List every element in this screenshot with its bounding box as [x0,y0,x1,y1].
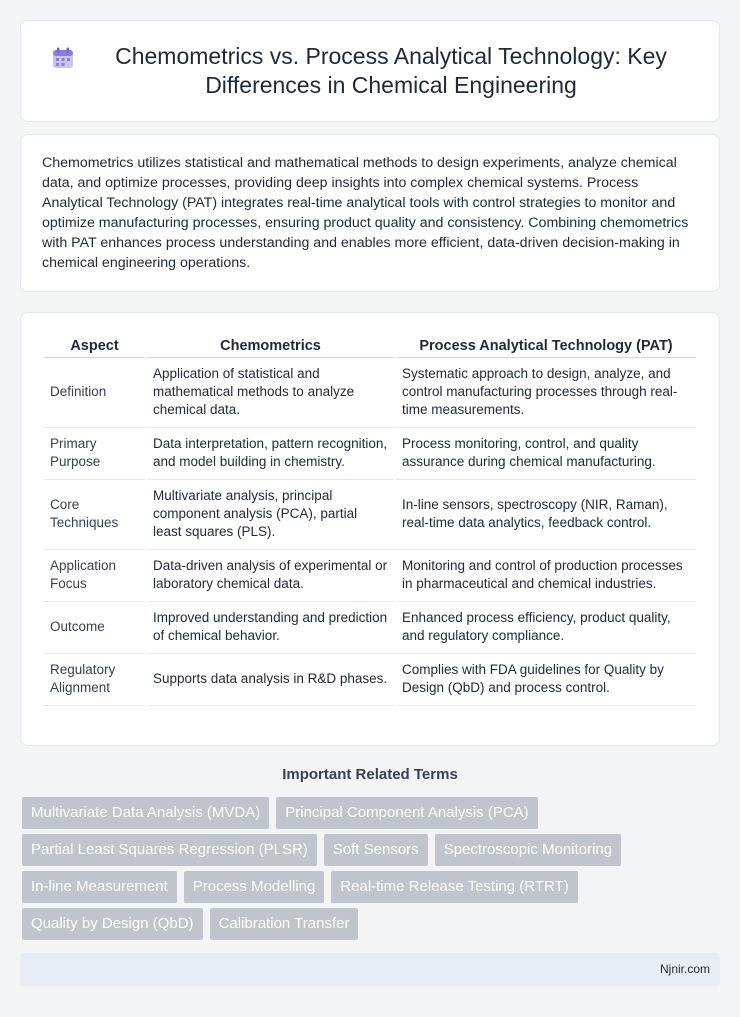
table-cell-chemometrics: Application of statistical and mathematical methods to analyze chemical data. [147,358,394,428]
title-wrap [51,42,689,100]
table-row [44,602,696,654]
table-cell-chemometrics: Improved understanding and prediction of chemical behavior. [147,602,394,654]
column-header-chemometrics: Chemometrics [147,331,394,358]
table-row [44,428,696,480]
tag-row [22,797,722,829]
related-term-tag[interactable]: Partial Least Squares Regression (PLSR) [22,834,317,866]
table-cell-chemometrics: Data interpretation, pattern recognition, and model building in chemistry. [147,428,394,480]
page-title: Chemometrics vs. Process Analytical Technology: Key Differences in Chemical Engineering [115,43,667,98]
table-cell-pat: In-line sensors, spectroscopy (NIR, Raman), real-time data analytics, feedback control. [396,480,696,550]
related-term-tag[interactable]: Soft Sensors [324,834,428,866]
table-cell-pat: Process monitoring, control, and quality assurance during chemical manufacturing. [396,428,696,480]
comparison-table-card [20,312,720,746]
footer [20,953,720,986]
related-term-tag[interactable]: Principal Component Analysis (PCA) [276,797,537,829]
comparison-table [42,331,698,706]
table-cell-aspect: Application Focus [44,550,145,602]
table-cell-pat: Monitoring and control of production processes in pharmaceutical and chemical industries. [396,550,696,602]
title-card [20,20,720,122]
table-row [44,480,696,550]
related-term-tag[interactable]: Quality by Design (QbD) [22,908,203,940]
related-term-tag[interactable]: Real-time Release Testing (RTRT) [331,871,577,903]
related-term-tag[interactable]: Process Modelling [184,871,325,903]
column-header-aspect: Aspect [44,331,145,358]
table-cell-chemometrics: Data-driven analysis of experimental or laboratory chemical data. [147,550,394,602]
intro-paragraph: Chemometrics utilizes statistical and mathematical methods to design experiments, analyze chemical data, and optimize processes, providing deep insights into complex chemical systems. Process Analytical Technology (PAT) integrates real-time analytical tools with control strategies to monitor and optimize manufacturing processes, ensuring product quality and consistency. Combining chemometrics with PAT enhances process understanding and enables more efficient, data-driven decision-making in chemical engineering operations. [42,155,689,271]
calendar-icon [51,46,75,70]
related-term-tag[interactable]: Calibration Transfer [210,908,359,940]
table-row [44,550,696,602]
footer-site-name[interactable]: Njnir.com [659,962,710,976]
intro-card [20,134,720,292]
table-cell-pat: Enhanced process efficiency, product quality, and regulatory compliance. [396,602,696,654]
tag-row [22,908,722,940]
table-cell-pat: Systematic approach to design, analyze, and control manufacturing processes through real-time measurements. [396,358,696,428]
table-cell-aspect: Primary Purpose [44,428,145,480]
related-term-tag[interactable]: In-line Measurement [22,871,177,903]
table-cell-pat: Complies with FDA guidelines for Quality by Design (QbD) and process control. [396,654,696,706]
related-terms-heading: Important Related Terms [282,766,458,783]
tag-row [22,834,722,866]
table-cell-aspect: Definition [44,358,145,428]
related-term-tag[interactable]: Spectroscopic Monitoring [435,834,621,866]
table-cell-chemometrics: Supports data analysis in R&D phases. [147,654,394,706]
table-header-row [44,331,696,358]
related-term-tag[interactable]: Multivariate Data Analysis (MVDA) [22,797,269,829]
table-cell-aspect: Outcome [44,602,145,654]
table-cell-chemometrics: Multivariate analysis, principal component analysis (PCA), partial least squares (PLS). [147,480,394,550]
related-terms-list [22,797,722,945]
table-row [44,358,696,428]
tag-row [22,871,722,903]
table-cell-aspect: Core Techniques [44,480,145,550]
table-cell-aspect: Regulatory Alignment [44,654,145,706]
column-header-pat: Process Analytical Technology (PAT) [396,331,696,358]
table-row [44,654,696,706]
